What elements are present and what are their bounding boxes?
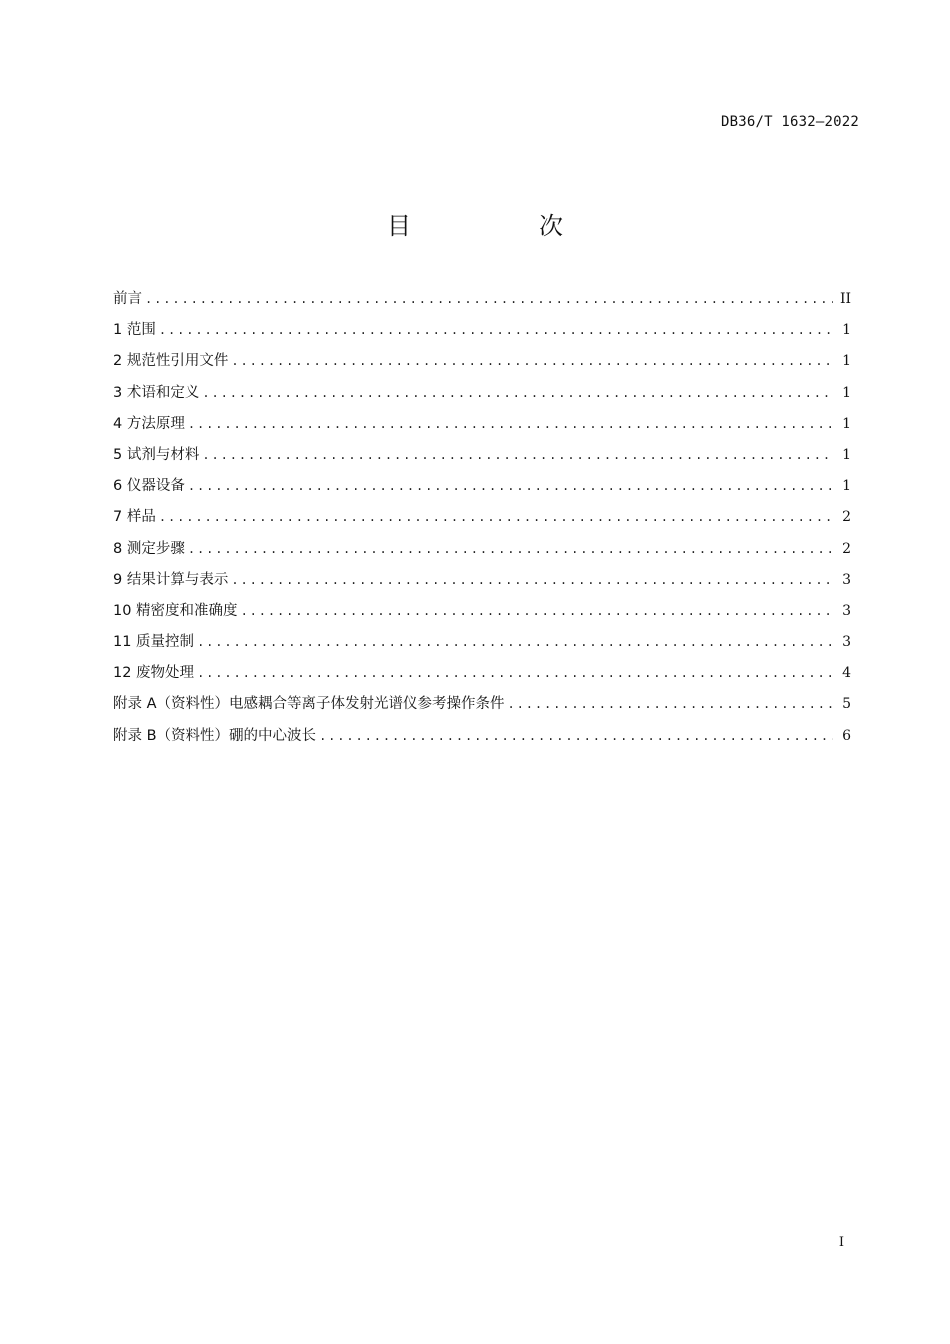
- dot-leader: [202, 440, 833, 471]
- toc-entry-samples[interactable]: [113, 502, 851, 533]
- toc-entry-label: 1 范围: [113, 322, 156, 339]
- dot-leader: [197, 627, 833, 658]
- toc-entry-page: 3: [842, 602, 851, 619]
- toc-entry-page: 2: [842, 540, 851, 557]
- toc-entry-page: 3: [842, 634, 851, 651]
- toc-entry-page: 2: [842, 509, 851, 526]
- toc-entry-page: 1: [842, 384, 851, 401]
- dot-leader: [202, 378, 833, 409]
- toc-entry-label: 附录 A（资料性）电感耦合等离子体发射光谱仪参考操作条件: [113, 696, 505, 713]
- dot-leader: [188, 409, 833, 440]
- toc-entry-principle[interactable]: [113, 409, 851, 440]
- toc-entry-terms-definitions[interactable]: [113, 378, 851, 409]
- dot-leader: [159, 502, 833, 533]
- toc-entry-appendix-a[interactable]: [113, 689, 851, 720]
- dot-leader: [159, 315, 833, 346]
- toc-entry-label: 6 仪器设备: [113, 478, 185, 495]
- dot-leader: [508, 689, 833, 720]
- toc-entry-calculation[interactable]: [113, 565, 851, 596]
- toc-entry-waste-disposal[interactable]: [113, 658, 851, 689]
- toc-entry-page: 1: [842, 446, 851, 463]
- toc-entry-label: 前言: [113, 291, 142, 307]
- toc-entry-reagents[interactable]: [113, 440, 851, 471]
- toc-entry-label: 12 废物处理: [113, 665, 195, 682]
- toc-entry-label: 4 方法原理: [113, 415, 185, 432]
- toc-entry-label: 10 精密度和准确度: [113, 602, 238, 619]
- toc-entry-label: 2 规范性引用文件: [113, 353, 229, 370]
- toc-entry-page: 1: [842, 322, 851, 339]
- toc-entry-page: 4: [842, 665, 851, 682]
- dot-leader: [188, 471, 833, 502]
- toc-entry-page: II: [839, 291, 851, 307]
- toc-entry-label: 9 结果计算与表示: [113, 571, 229, 588]
- document-number: DB36/T 1632—2022: [720, 114, 859, 130]
- table-of-contents: [113, 284, 851, 752]
- toc-entry-appendix-b[interactable]: [113, 721, 851, 752]
- toc-entry-page: 1: [842, 478, 851, 495]
- dot-leader: [197, 658, 833, 689]
- toc-entry-quality-control[interactable]: [113, 627, 851, 658]
- toc-entry-label: 附录 B（资料性）硼的中心波长: [113, 727, 317, 744]
- toc-entry-scope[interactable]: [113, 315, 851, 346]
- toc-entry-label: 7 样品: [113, 509, 156, 526]
- page-number: I: [838, 1235, 844, 1250]
- toc-entry-label: 11 质量控制: [113, 634, 195, 651]
- dot-leader: [145, 284, 833, 315]
- toc-entry-page: 5: [842, 696, 851, 713]
- toc-entry-page: 1: [842, 353, 851, 370]
- toc-entry-label: 8 测定步骤: [113, 540, 185, 557]
- dot-leader: [231, 346, 833, 377]
- toc-entry-normative-references[interactable]: [113, 346, 851, 377]
- toc-entry-precision[interactable]: [113, 596, 851, 627]
- dot-leader: [231, 565, 833, 596]
- toc-entry-apparatus[interactable]: [113, 471, 851, 502]
- toc-entry-foreword[interactable]: [113, 284, 851, 315]
- toc-title: 目 次: [387, 212, 615, 240]
- toc-entry-label: 3 术语和定义: [113, 384, 200, 401]
- toc-entry-procedure[interactable]: [113, 534, 851, 565]
- toc-entry-label: 5 试剂与材料: [113, 446, 200, 463]
- dot-leader: [319, 721, 833, 752]
- toc-entry-page: 6: [842, 727, 851, 744]
- toc-entry-page: 3: [842, 571, 851, 588]
- dot-leader: [241, 596, 833, 627]
- dot-leader: [188, 534, 833, 565]
- toc-entry-page: 1: [842, 415, 851, 432]
